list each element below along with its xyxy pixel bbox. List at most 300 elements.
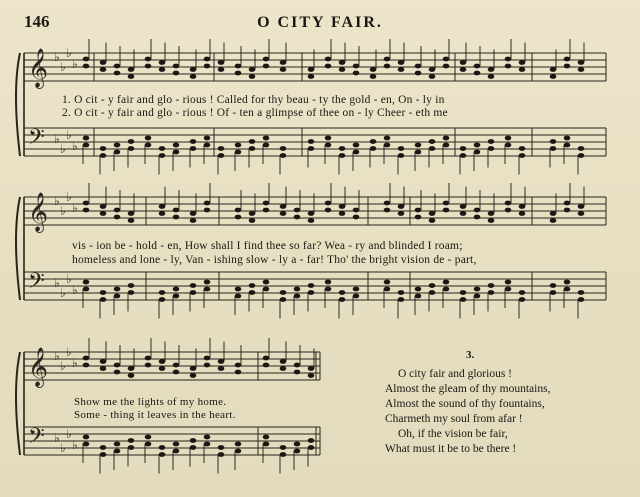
stanza-line: Almost the gleam of thy mountains, bbox=[385, 383, 551, 395]
note-head bbox=[398, 290, 405, 295]
note-head bbox=[159, 211, 166, 216]
note-head bbox=[263, 280, 270, 285]
note-head bbox=[114, 449, 121, 454]
note-head bbox=[204, 143, 211, 148]
note-head bbox=[488, 139, 495, 144]
note-head bbox=[460, 290, 467, 295]
note-head bbox=[249, 74, 256, 79]
note-head bbox=[308, 438, 315, 443]
note-head bbox=[173, 363, 180, 368]
note-head bbox=[519, 146, 526, 151]
note-head bbox=[83, 208, 90, 213]
flat-icon: ♭ bbox=[54, 431, 60, 445]
note-head bbox=[443, 280, 450, 285]
note-head bbox=[204, 136, 211, 141]
brace bbox=[16, 53, 20, 156]
note-head bbox=[263, 442, 270, 447]
note-head bbox=[415, 64, 422, 69]
note-head bbox=[263, 136, 270, 141]
note-head bbox=[308, 139, 315, 144]
note-head bbox=[145, 363, 152, 368]
note-head bbox=[550, 211, 557, 216]
note-head bbox=[190, 290, 197, 295]
note-head bbox=[339, 146, 346, 151]
note-head bbox=[308, 373, 315, 378]
system3-verse1-lyrics: Show me the lights of my home. bbox=[74, 396, 227, 408]
flat-icon: ♭ bbox=[66, 272, 72, 286]
note-head bbox=[308, 67, 315, 72]
note-head bbox=[159, 445, 166, 450]
note-head bbox=[488, 211, 495, 216]
note-head bbox=[325, 136, 332, 141]
note-head bbox=[249, 211, 256, 216]
note-head bbox=[204, 363, 211, 368]
note-head bbox=[190, 366, 197, 371]
note-head bbox=[145, 57, 152, 62]
note-head bbox=[249, 218, 256, 223]
flat-icon: ♭ bbox=[66, 128, 72, 142]
note-head bbox=[114, 363, 121, 368]
note-head bbox=[325, 143, 332, 148]
note-head bbox=[294, 208, 301, 213]
note-head bbox=[308, 74, 315, 79]
note-head bbox=[308, 211, 315, 216]
note-head bbox=[128, 74, 135, 79]
note-head bbox=[505, 64, 512, 69]
note-head bbox=[114, 208, 121, 213]
note-head bbox=[460, 60, 467, 65]
stanza-line: What must it be to be there ! bbox=[385, 443, 517, 455]
note-head bbox=[128, 373, 135, 378]
note-head bbox=[294, 294, 301, 299]
note-head bbox=[190, 218, 197, 223]
note-head bbox=[519, 153, 526, 158]
note-head bbox=[159, 67, 166, 72]
note-head bbox=[339, 211, 346, 216]
note-head bbox=[353, 208, 360, 213]
note-head bbox=[280, 366, 287, 371]
note-head bbox=[280, 204, 287, 209]
note-head bbox=[550, 146, 557, 151]
note-head bbox=[339, 67, 346, 72]
flat-icon: ♭ bbox=[72, 57, 78, 71]
note-head bbox=[550, 283, 557, 288]
flat-icon: ♭ bbox=[60, 441, 66, 455]
flat-icon: ♭ bbox=[60, 142, 66, 156]
note-head bbox=[173, 64, 180, 69]
note-head bbox=[190, 211, 197, 216]
note-head bbox=[519, 204, 526, 209]
note-head bbox=[83, 64, 90, 69]
note-head bbox=[218, 60, 225, 65]
note-head bbox=[173, 208, 180, 213]
note-head bbox=[235, 208, 242, 213]
note-head bbox=[384, 57, 391, 62]
note-head bbox=[280, 445, 287, 450]
stanza-line: Charmeth my soul from afar ! bbox=[385, 413, 523, 425]
note-head bbox=[488, 283, 495, 288]
stanza-line: O city fair and glorious ! bbox=[398, 368, 513, 380]
note-head bbox=[443, 201, 450, 206]
note-head bbox=[325, 64, 332, 69]
note-head bbox=[443, 208, 450, 213]
bass-clef-icon: 𝄢 bbox=[28, 269, 45, 299]
note-head bbox=[294, 370, 301, 375]
note-head bbox=[353, 215, 360, 220]
flat-icon: ♭ bbox=[72, 356, 78, 370]
note-head bbox=[415, 294, 422, 299]
note-head bbox=[159, 359, 166, 364]
note-head bbox=[218, 146, 225, 151]
note-head bbox=[100, 366, 107, 371]
brace bbox=[16, 352, 20, 455]
note-head bbox=[443, 287, 450, 292]
note-head bbox=[190, 438, 197, 443]
note-head bbox=[384, 64, 391, 69]
treble-clef-icon: 𝄞 bbox=[28, 48, 49, 88]
note-head bbox=[488, 146, 495, 151]
note-head bbox=[249, 67, 256, 72]
note-head bbox=[443, 136, 450, 141]
note-head bbox=[294, 449, 301, 454]
note-head bbox=[173, 370, 180, 375]
note-head bbox=[263, 57, 270, 62]
flat-icon: ♭ bbox=[54, 50, 60, 64]
note-head bbox=[128, 67, 135, 72]
note-head bbox=[159, 204, 166, 209]
note-head bbox=[519, 211, 526, 216]
note-head bbox=[100, 67, 107, 72]
note-head bbox=[145, 136, 152, 141]
note-head bbox=[83, 287, 90, 292]
note-head bbox=[128, 290, 135, 295]
note-head bbox=[83, 442, 90, 447]
note-head bbox=[173, 71, 180, 76]
note-head bbox=[308, 445, 315, 450]
note-head bbox=[114, 294, 121, 299]
note-head bbox=[204, 208, 211, 213]
treble-clef-icon: 𝄞 bbox=[28, 192, 49, 232]
note-head bbox=[474, 71, 481, 76]
note-head bbox=[159, 290, 166, 295]
note-head bbox=[505, 57, 512, 62]
flat-icon: ♭ bbox=[72, 139, 78, 153]
hymn-title: O CITY FAIR. bbox=[257, 14, 383, 31]
note-head bbox=[128, 438, 135, 443]
note-head bbox=[370, 67, 377, 72]
note-head bbox=[83, 201, 90, 206]
note-head bbox=[353, 150, 360, 155]
stanza-line: Oh, if the vision be fair, bbox=[398, 428, 508, 440]
note-head bbox=[460, 204, 467, 209]
note-head bbox=[235, 370, 242, 375]
note-head bbox=[235, 215, 242, 220]
bass-clef-icon: 𝄢 bbox=[28, 424, 45, 454]
note-head bbox=[190, 373, 197, 378]
note-head bbox=[204, 64, 211, 69]
note-head bbox=[353, 64, 360, 69]
note-head bbox=[190, 445, 197, 450]
note-head bbox=[550, 74, 557, 79]
note-head bbox=[128, 366, 135, 371]
note-head bbox=[505, 143, 512, 148]
note-head bbox=[114, 215, 121, 220]
flat-icon: ♭ bbox=[60, 204, 66, 218]
note-head bbox=[353, 287, 360, 292]
note-head bbox=[114, 442, 121, 447]
flat-icon: ♭ bbox=[72, 438, 78, 452]
flat-icon: ♭ bbox=[66, 46, 72, 60]
note-head bbox=[145, 64, 152, 69]
note-head bbox=[294, 287, 301, 292]
note-head bbox=[249, 146, 256, 151]
note-head bbox=[429, 74, 436, 79]
note-head bbox=[204, 280, 211, 285]
note-head bbox=[204, 57, 211, 62]
note-head bbox=[519, 297, 526, 302]
note-head bbox=[190, 283, 197, 288]
note-head bbox=[398, 297, 405, 302]
note-head bbox=[114, 71, 121, 76]
note-head bbox=[339, 297, 346, 302]
note-head bbox=[398, 204, 405, 209]
flat-icon: ♭ bbox=[54, 276, 60, 290]
note-head bbox=[474, 150, 481, 155]
note-head bbox=[235, 150, 242, 155]
note-head bbox=[339, 153, 346, 158]
note-head bbox=[100, 153, 107, 158]
note-head bbox=[100, 146, 107, 151]
note-head bbox=[488, 218, 495, 223]
note-head bbox=[280, 211, 287, 216]
note-head bbox=[578, 290, 585, 295]
system2-verse2-lyrics: homeless and lone - ly, Van - ishing slow - ly a - far! Tho' the bright vision de - part, bbox=[72, 254, 477, 266]
note-head bbox=[578, 211, 585, 216]
system3-verse2-lyrics: Some - thing it leaves in the heart. bbox=[74, 409, 236, 421]
note-head bbox=[235, 64, 242, 69]
note-head bbox=[415, 71, 422, 76]
note-head bbox=[235, 71, 242, 76]
note-head bbox=[100, 445, 107, 450]
note-head bbox=[429, 283, 436, 288]
note-head bbox=[263, 208, 270, 213]
note-head bbox=[114, 287, 121, 292]
note-head bbox=[204, 287, 211, 292]
note-head bbox=[100, 359, 107, 364]
note-head bbox=[83, 356, 90, 361]
note-head bbox=[235, 449, 242, 454]
note-head bbox=[429, 139, 436, 144]
note-head bbox=[443, 64, 450, 69]
note-head bbox=[159, 146, 166, 151]
note-head bbox=[578, 67, 585, 72]
note-head bbox=[384, 143, 391, 148]
note-head bbox=[100, 211, 107, 216]
note-head bbox=[173, 143, 180, 148]
note-head bbox=[235, 442, 242, 447]
note-head bbox=[294, 442, 301, 447]
note-head bbox=[280, 153, 287, 158]
note-head bbox=[370, 74, 377, 79]
flat-icon: ♭ bbox=[54, 194, 60, 208]
flat-icon: ♭ bbox=[66, 190, 72, 204]
note-head bbox=[83, 363, 90, 368]
note-head bbox=[173, 294, 180, 299]
note-head bbox=[550, 139, 557, 144]
note-head bbox=[384, 136, 391, 141]
note-head bbox=[308, 366, 315, 371]
note-head bbox=[325, 287, 332, 292]
note-head bbox=[159, 297, 166, 302]
note-head bbox=[159, 366, 166, 371]
note-head bbox=[505, 280, 512, 285]
note-head bbox=[280, 146, 287, 151]
note-head bbox=[159, 60, 166, 65]
note-head bbox=[429, 290, 436, 295]
note-head bbox=[173, 449, 180, 454]
note-head bbox=[578, 153, 585, 158]
note-head bbox=[280, 359, 287, 364]
treble-clef-icon: 𝄞 bbox=[28, 347, 49, 387]
note-head bbox=[100, 452, 107, 457]
note-head bbox=[204, 442, 211, 447]
note-head bbox=[114, 64, 121, 69]
note-head bbox=[564, 201, 571, 206]
note-head bbox=[100, 204, 107, 209]
note-head bbox=[249, 283, 256, 288]
note-head bbox=[280, 60, 287, 65]
note-head bbox=[128, 445, 135, 450]
note-head bbox=[173, 215, 180, 220]
note-head bbox=[204, 201, 211, 206]
note-head bbox=[519, 290, 526, 295]
note-head bbox=[398, 146, 405, 151]
note-head bbox=[263, 287, 270, 292]
note-head bbox=[384, 287, 391, 292]
note-head bbox=[429, 218, 436, 223]
flat-icon: ♭ bbox=[60, 359, 66, 373]
note-head bbox=[460, 146, 467, 151]
note-head bbox=[218, 445, 225, 450]
note-head bbox=[308, 146, 315, 151]
note-head bbox=[128, 139, 135, 144]
note-head bbox=[505, 201, 512, 206]
note-head bbox=[370, 139, 377, 144]
note-head bbox=[235, 294, 242, 299]
note-head bbox=[564, 287, 571, 292]
note-head bbox=[564, 280, 571, 285]
note-head bbox=[308, 283, 315, 288]
note-head bbox=[128, 283, 135, 288]
note-head bbox=[235, 287, 242, 292]
note-head bbox=[249, 290, 256, 295]
note-head bbox=[519, 60, 526, 65]
note-head bbox=[443, 57, 450, 62]
note-head bbox=[443, 143, 450, 148]
note-head bbox=[173, 442, 180, 447]
note-head bbox=[429, 67, 436, 72]
note-head bbox=[460, 153, 467, 158]
note-head bbox=[488, 290, 495, 295]
note-head bbox=[460, 67, 467, 72]
note-head bbox=[353, 71, 360, 76]
note-head bbox=[114, 150, 121, 155]
note-head bbox=[190, 139, 197, 144]
system1-verse1-lyrics: 1. O cit - y fair and glo - rious ! Called for thy beau - ty the gold - en, On - ly in bbox=[62, 94, 445, 106]
page-number: 146 bbox=[24, 12, 50, 31]
note-head bbox=[460, 297, 467, 302]
note-head bbox=[173, 150, 180, 155]
note-head bbox=[263, 356, 270, 361]
note-head bbox=[415, 143, 422, 148]
note-head bbox=[398, 211, 405, 216]
note-head bbox=[564, 136, 571, 141]
note-head bbox=[159, 452, 166, 457]
note-head bbox=[339, 204, 346, 209]
note-head bbox=[204, 435, 211, 440]
note-head bbox=[384, 201, 391, 206]
note-head bbox=[578, 60, 585, 65]
note-head bbox=[564, 208, 571, 213]
note-head bbox=[474, 294, 481, 299]
note-head bbox=[578, 204, 585, 209]
note-head bbox=[505, 208, 512, 213]
note-head bbox=[474, 287, 481, 292]
note-head bbox=[308, 218, 315, 223]
note-head bbox=[429, 211, 436, 216]
brace bbox=[16, 197, 20, 300]
note-head bbox=[114, 370, 121, 375]
note-head bbox=[415, 215, 422, 220]
note-head bbox=[173, 287, 180, 292]
note-head bbox=[415, 287, 422, 292]
note-head bbox=[429, 146, 436, 151]
note-head bbox=[145, 143, 152, 148]
note-head bbox=[325, 57, 332, 62]
note-head bbox=[204, 356, 211, 361]
flat-icon: ♭ bbox=[60, 60, 66, 74]
note-head bbox=[519, 67, 526, 72]
note-head bbox=[505, 136, 512, 141]
stanza-line: Almost the sound of thy fountains, bbox=[385, 398, 545, 410]
bass-clef-icon: 𝄢 bbox=[28, 125, 45, 155]
note-head bbox=[294, 363, 301, 368]
note-head bbox=[114, 143, 121, 148]
note-head bbox=[564, 64, 571, 69]
note-head bbox=[218, 67, 225, 72]
note-head bbox=[263, 201, 270, 206]
note-head bbox=[100, 297, 107, 302]
note-head bbox=[83, 136, 90, 141]
flat-icon: ♭ bbox=[66, 427, 72, 441]
note-head bbox=[384, 280, 391, 285]
note-head bbox=[218, 359, 225, 364]
note-head bbox=[474, 208, 481, 213]
note-head bbox=[398, 67, 405, 72]
note-head bbox=[159, 153, 166, 158]
note-head bbox=[280, 452, 287, 457]
note-head bbox=[145, 442, 152, 447]
note-head bbox=[370, 146, 377, 151]
note-head bbox=[145, 356, 152, 361]
note-head bbox=[263, 363, 270, 368]
note-head bbox=[83, 57, 90, 62]
note-head bbox=[398, 60, 405, 65]
note-head bbox=[83, 280, 90, 285]
note-head bbox=[218, 153, 225, 158]
note-head bbox=[550, 67, 557, 72]
note-head bbox=[488, 74, 495, 79]
